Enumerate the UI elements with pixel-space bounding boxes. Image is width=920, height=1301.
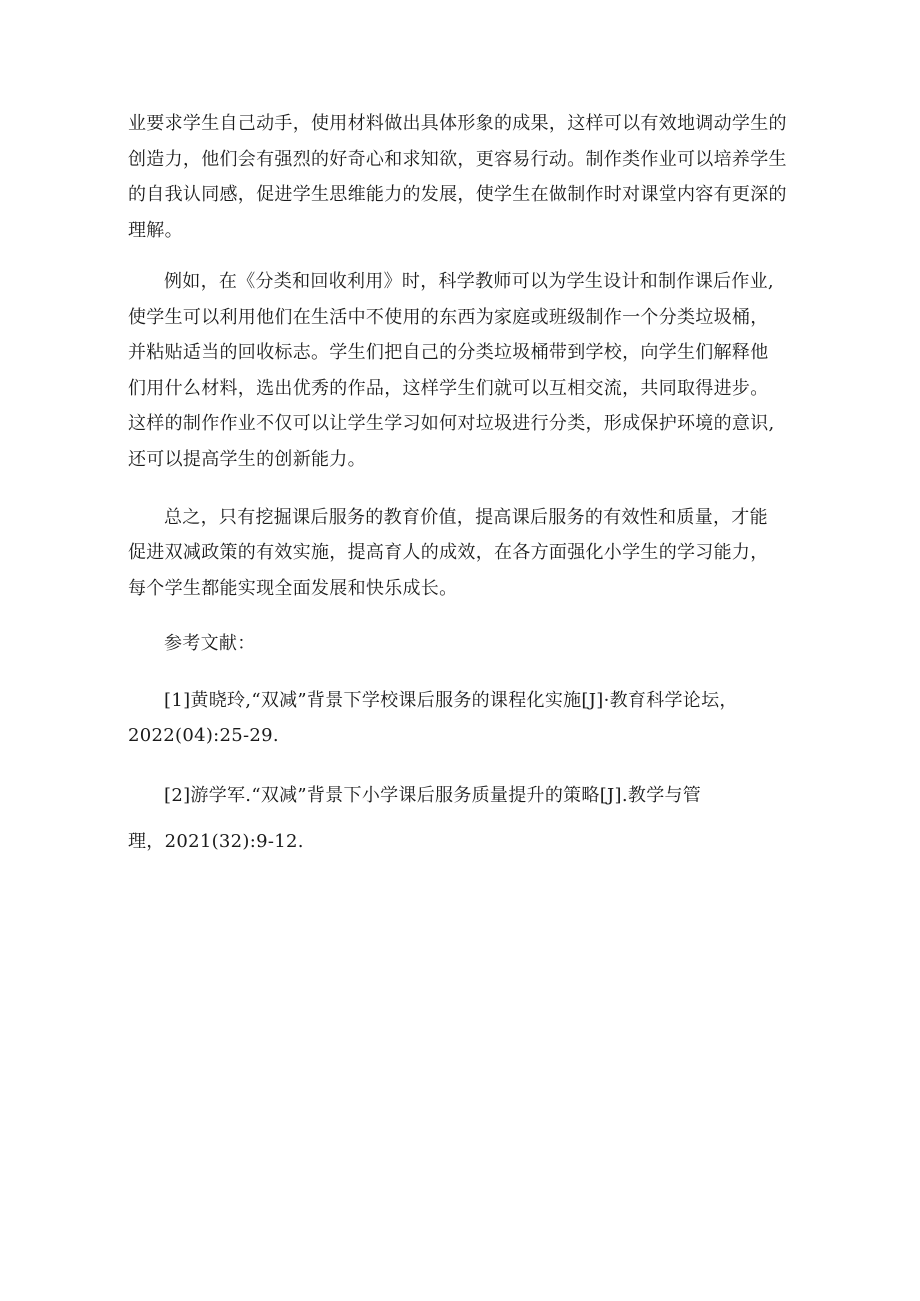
text-line: 业要求学生自己动手，使用材料做出具体形象的成果，这样可以有效地调动学生的	[128, 113, 787, 134]
text-line: 们用什么材料，选出优秀的作品，这样学生们就可以互相交流，共同取得进步。	[128, 378, 769, 399]
references-heading: 参考文献：	[164, 633, 256, 654]
text-line: 这样的制作作业不仅可以让学生学习如何对垃圾进行分类，形成保护环境的意识,	[128, 413, 775, 434]
reference-line: [2]游学军.“双减”背景下小学课后服务质量提升的策略[J].教学与管	[164, 785, 702, 806]
text-line: 例如，在《分类和回收利用》时，科学教师可以为学生设计和制作课后作业,	[164, 271, 774, 292]
reference-line: 2022(04):25-29.	[128, 725, 279, 746]
text-line: 并粘贴适当的回收标志。学生们把自己的分类垃圾桶带到学校，向学生们解释他	[128, 342, 769, 363]
text-line: 使学生可以利用他们在生活中不使用的东西为家庭或班级制作一个分类垃圾桶，	[128, 307, 769, 328]
text-line: 促进双减政策的有效实施，提高育人的成效，在各方面强化小学生的学习能力，	[128, 542, 769, 563]
reference-line: 理，2021(32):9-12.	[128, 831, 304, 852]
text-line: 每个学生都能实现全面发展和快乐成长。	[128, 578, 458, 599]
text-line: 创造力，他们会有强烈的好奇心和求知欲，更容易行动。制作类作业可以培养学生	[128, 149, 787, 170]
text-line: 总之，只有挖掘课后服务的教育价值，提高课后服务的有效性和质量，才能	[164, 507, 768, 528]
text-line: 的自我认同感，促进学生思维能力的发展，使学生在做制作时对课堂内容有更深的	[128, 184, 787, 205]
reference-line: [1]黄晓玲,“双减”背景下学校课后服务的课程化实施[J]·教育科学论坛，	[164, 690, 738, 711]
text-line: 还可以提高学生的创新能力。	[128, 449, 366, 470]
text-line: 理解。	[128, 220, 183, 241]
